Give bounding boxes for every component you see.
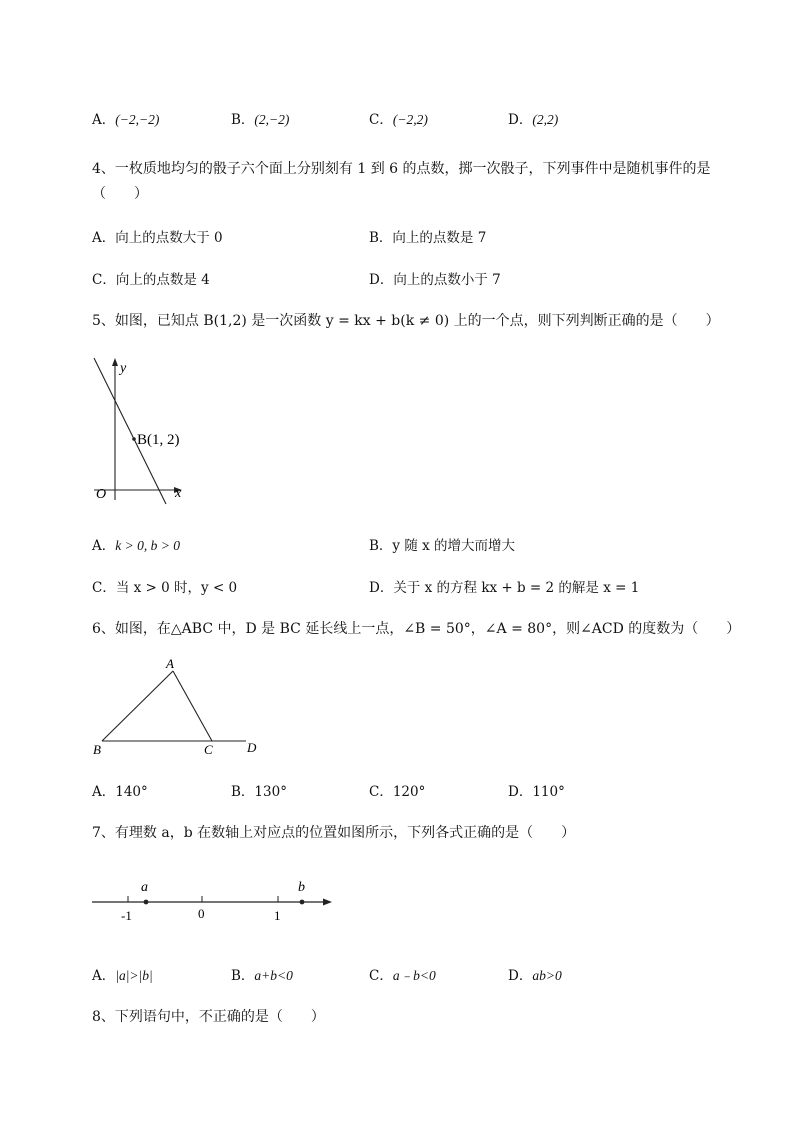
y-axis-label: y [120, 361, 127, 376]
q7-option-c [369, 964, 436, 984]
option-letter: C． [369, 112, 393, 128]
q7-option-a [92, 964, 153, 984]
vertex-c-label: C [204, 742, 213, 757]
q7-option-d [508, 964, 562, 984]
option-letter: C． [92, 580, 116, 596]
q5-option-c [92, 576, 237, 596]
option-text: 140° [115, 784, 148, 800]
option-letter: D． [508, 968, 533, 984]
q3-option-a [92, 108, 159, 128]
option-letter: A． [92, 112, 116, 128]
option-letter: B． [369, 230, 393, 246]
option-text: a+b<0 [254, 968, 293, 983]
option-letter: A． [92, 230, 116, 246]
q3-option-d [508, 108, 558, 128]
q3-option-c [369, 108, 428, 128]
q5-option-a [92, 534, 180, 554]
option-text: 向上的点数大于 0 [115, 230, 223, 246]
q6-option-d [508, 780, 565, 800]
option-text: ab>0 [532, 968, 562, 983]
tick-label-0: 0 [198, 906, 205, 921]
option-text: (−2,2) [392, 112, 428, 127]
option-text: (2,2) [532, 112, 559, 127]
q4-option-d [369, 268, 501, 288]
q6-option-c [369, 780, 425, 800]
option-text: 120° [392, 784, 426, 800]
x-axis-label: x [175, 486, 182, 501]
point-b [132, 437, 136, 441]
q4-stem-line2: （ ） [92, 186, 148, 202]
option-text: 关于 x 的方程 kx + b = 2 的解是 x = 1 [393, 580, 640, 596]
y-axis-arrow [112, 358, 118, 366]
option-text: 向上的点数是 4 [115, 272, 210, 288]
option-text: 130° [254, 784, 287, 800]
q4-option-c [92, 268, 210, 288]
option-letter: A． [92, 538, 116, 554]
option-letter: A． [92, 968, 116, 984]
origin-label: O [96, 487, 107, 502]
side-ab [102, 671, 173, 741]
q7-number-line-figure [88, 872, 338, 927]
number-line-arrow [323, 899, 332, 906]
option-text: |a|>|b| [115, 968, 153, 983]
option-letter: A． [92, 784, 116, 800]
q5-option-b [369, 534, 515, 554]
point-b [300, 900, 305, 905]
option-letter: D． [508, 784, 533, 800]
q7-stem: 7、有理数 a，b 在数轴上对应点的位置如图所示，下列各式正确的是（ ） [92, 825, 576, 841]
option-text: k > 0, b > 0 [115, 538, 180, 553]
option-text: (2,−2) [254, 112, 290, 127]
option-text: 110° [532, 784, 565, 800]
q6-option-b [231, 780, 287, 800]
point-b-label: B(1, 2) [137, 432, 180, 448]
point-a [144, 900, 149, 905]
point-a-label: a [141, 880, 148, 895]
option-letter: B． [231, 112, 255, 128]
option-text: y 随 x 的增大而增大 [392, 538, 516, 554]
q7-option-b [231, 964, 293, 984]
option-letter: C． [369, 784, 393, 800]
option-letter: C． [369, 968, 393, 984]
q4-option-a [92, 226, 223, 246]
option-letter: D． [369, 272, 394, 288]
function-line [94, 358, 166, 504]
option-letter: B． [369, 538, 393, 554]
side-ac [173, 671, 212, 741]
option-text: (−2,−2) [115, 112, 160, 127]
point-b-label: b [298, 880, 305, 895]
q3-option-b [231, 108, 289, 128]
option-text: a﹣b<0 [392, 968, 436, 983]
q6-stem: 6、如图，在△ABC 中，D 是 BC 延长线上一点，∠B = 50°，∠A = 80°，则∠ACD 的度数为（ ） [92, 621, 741, 637]
q5-option-d [369, 576, 639, 596]
option-letter: D． [508, 112, 533, 128]
option-letter: D． [369, 580, 394, 596]
q4-option-b [369, 226, 486, 246]
q5-graph-figure [88, 352, 198, 507]
q4-stem-line1: 4、一枚质地均匀的骰子六个面上分别刻有 1 到 6 的点数，掷一次骰子，下列事件中是随机事件的是 [92, 161, 711, 177]
vertex-a-label: A [166, 656, 174, 671]
q8-stem: 8、下列语句中，不正确的是（ ） [92, 1009, 325, 1025]
option-letter: B． [231, 968, 255, 984]
q5-stem: 5、如图，已知点 B(1,2) 是一次函数 y = kx + b(k ≠ 0) 上的一个点，则下列判断正确的是（ ） [92, 313, 720, 329]
tick-label-1: 1 [274, 908, 281, 923]
option-letter: B． [231, 784, 255, 800]
vertex-b-label: B [93, 742, 101, 757]
q6-option-a [92, 780, 148, 800]
option-letter: C． [92, 272, 116, 288]
q6-triangle-figure [88, 652, 268, 760]
tick-label-minus-1: -1 [121, 908, 132, 923]
point-d-label: D [247, 740, 257, 755]
option-text: 当 x > 0 时，y < 0 [115, 580, 238, 596]
option-text: 向上的点数是 7 [392, 230, 487, 246]
option-text: 向上的点数小于 7 [393, 272, 501, 288]
